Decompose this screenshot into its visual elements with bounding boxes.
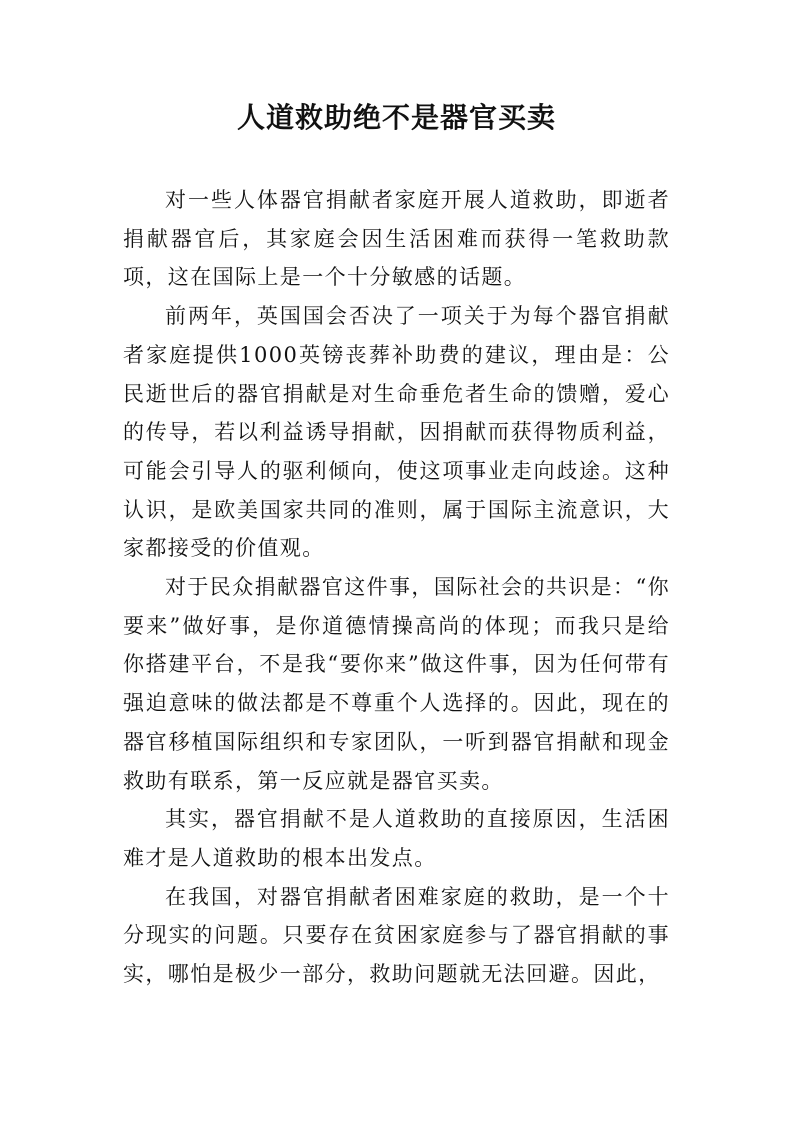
paragraph-1: 对一些人体器官捐献者家庭开展人道救助，即逝者捐献器官后，其家庭会因生活困难而获得一笔救助款项，这在国际上是一个十分敏感的话题。 — [123, 188, 670, 290]
paragraph-3: 对于民众捐献器官这件事，国际社会的共识是：“你要来”做好事，是你道德情操高尚的体现；而我只是给你搭建平台，不是我“要你来”做这件事，因为任何带有强迫意味的做法都是不尊重个人选择的。因此，现在的器官移植国际组织和专家团队，一听到器官捐献和现金救助有联系，第一反应就是器官买卖。 — [123, 575, 670, 793]
document-title: 人道救助绝不是器官买卖 — [236, 101, 556, 134]
paragraph-5: 在我国，对器官捐献者困难家庭的救助，是一个十分现实的问题。只要存在贫困家庭参与了器官捐献的事实，哪怕是极少一部分，救助问题就无法回避。因此， — [123, 884, 670, 987]
paragraph-2: 前两年，英国国会否决了一项关于为每个器官捐献者家庭提供1000英镑丧葬补助费的建议，理由是：公民逝世后的器官捐献是对生命垂危者生命的馈赠，爱心的传导，若以利益诱导捐献，因捐献而获得物质利益，可能会引导人的驱利倾向，使这项事业走向歧途。这种认识，是欧美国家共同的准则，属于国际主流意识，大家都接受的价值观。 — [123, 304, 670, 561]
paragraph-4: 其实，器官捐献不是人道救助的直接原因，生活困难才是人道救助的根本出发点。 — [123, 807, 670, 870]
article-body — [123, 181, 670, 994]
